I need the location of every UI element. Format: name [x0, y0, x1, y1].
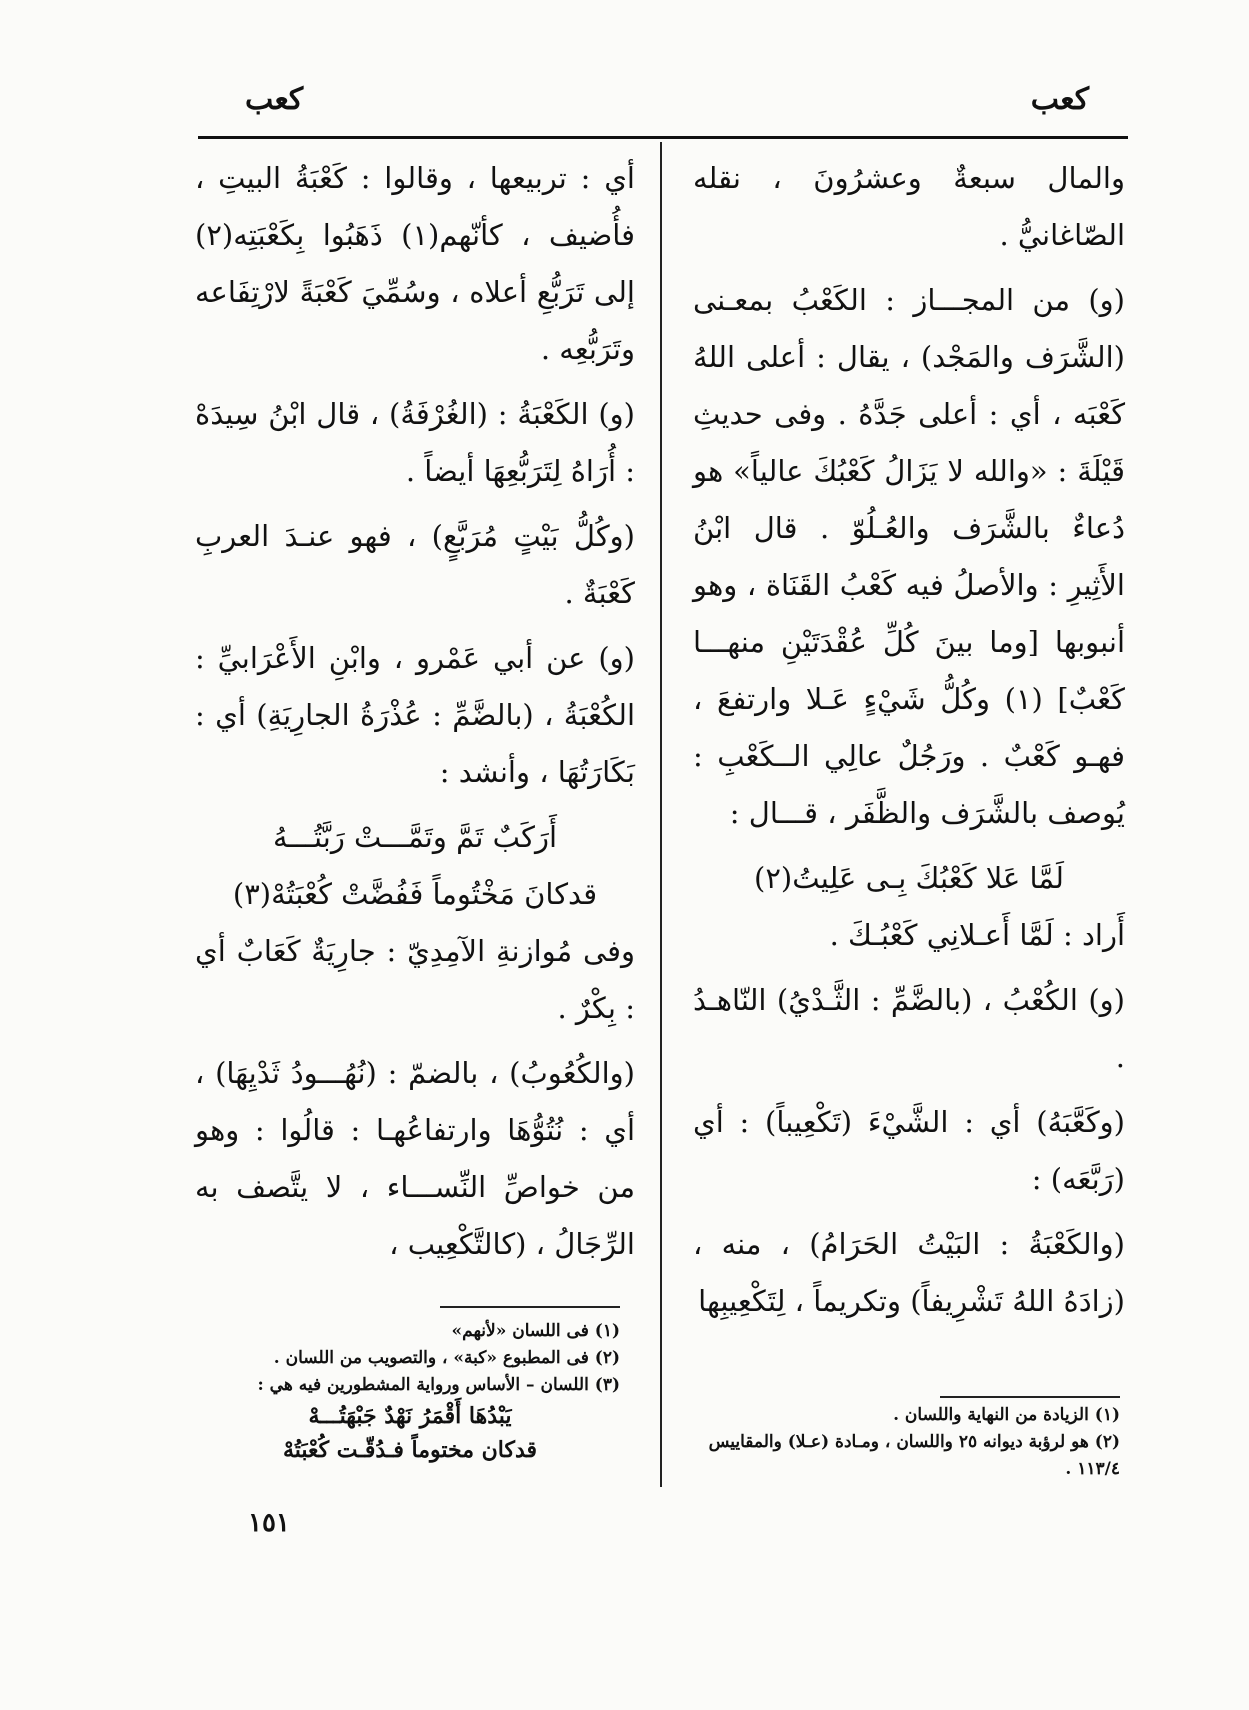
paragraph: أَراد : لَمَّا أَعـلانِي كَعْبُـكَ . — [829, 918, 1125, 952]
footnote-rule-left — [440, 1306, 620, 1308]
left-column — [195, 150, 635, 1281]
paragraph: (والكَعْبَةُ : البَيْتُ الحَرَامُ) ، منه ، (زادَهُ اللهُ تَشْرِيفاً) وتكريماً ، لِتَكْعِيبِها — [693, 1227, 1125, 1318]
paragraph: والمال سبعةٌ وعشرُونَ ، نقله الصّاغانيُّ . — [693, 161, 1125, 252]
footnote: (٢) هو لرؤبة ديوانه ٢٥ واللسان ، ومـادة (عـلا) والمقاييس ١١٣/٤ . — [708, 1432, 1120, 1479]
footnote-verse: يَبْدُهَا أَقْمَرُ نَهْدٌ جَبْهَتُـــهْ — [308, 1403, 512, 1429]
paragraph: أي : تربيعها ، وقالوا : كَعْبَةُ البيتِ ، فأُضيف ، كأنّهم(١) ذَهَبُوا بِكَعْبَتِه(٢) إلى تَرَبُّعِ أعلاه ، وسُمِّيَ كَعْبَةً لارْتِفَاعه وتَرَبُّعِه . — [195, 161, 635, 366]
footnote: (١) فى اللسان «لأنهم» — [451, 1321, 620, 1341]
top-rule — [198, 136, 1128, 139]
page-number: ١٥١ — [248, 1508, 290, 1538]
verse-line: أَرَكَبٌ تَمَّ وتَمَّـــتْ رَبَّتُـــهُ — [272, 820, 558, 854]
verse-line: لَمَّا عَلا كَعْبُكَ بِـى عَلِيتُ(٢) — [754, 861, 1064, 895]
paragraph: (و) من المجـــاز : الكَعْبُ بمعـنى (الشَّرَف والمَجْد) ، يقال : أعلى اللهُ كَعْبَه ، أي : أعلى جَدَّهُ . وفى حديثِ قَيْلَةَ : «والله لا يَزَالُ كَعْبُكَ عالياً» هو دُعاءٌ بالشَّرَف والعُـلُوّ . قال ابْنُ الأَثِيرِ : والأصلُ فيه كَعْبُ القَنَاة ، وهو أنبوبها [وما بينَ كُلِّ عُقْدَتَيْنِ منهـــا كَعْبٌ] (١) وكُلُّ شَيْءٍ عَـلا وارتفعَ ، فهـو كَعْبٌ . ورَجُلٌ عالِي الــكَعْبِ : يُوصف بالشَّرَف والظَّفَر ، قـــال : — [693, 283, 1125, 830]
paragraph: (و) الكَعْبَةُ : (الغُرْفَةُ) ، قال ابْنُ سِيدَهْ : أُرَاهُ لِتَرَبُّعِهَا أيضاً . — [195, 397, 635, 488]
paragraph: (و) الكُعْبُ ، (بالضَّمِّ : الثَّـدْيُ) النّاهـدُ . — [693, 983, 1125, 1074]
footnote-rule-right — [940, 1396, 1120, 1398]
right-column — [693, 150, 1125, 1338]
paragraph: (والكُعُوبُ) ، بالضمّ : (نُهُـــودُ ثَدْيِهَا) ، أي : نُتُوُّهَا وارتفاعُهـا : قالُوا : وهو من خواصِّ النِّســـاء ، لا يتَّصف به الرِّجَالُ ، (كالتَّكْعِيب ، — [195, 1056, 635, 1261]
paragraph: (وكَعَّبَهُ) أي : الشَّيْءَ (تَكْعِيباً) : أي (رَبَّعَه) : — [693, 1105, 1125, 1196]
verse-line: قدكانَ مَخْتُوماً فَفُضَّتْ كُعْبَتُهْ(٣) — [232, 877, 598, 911]
paragraph: (وكُلُّ بَيْتٍ مُرَبَّعٍ) ، فهو عنـدَ العربِ كَعْبَةٌ . — [195, 519, 635, 610]
paragraph: وفى مُوازنةِ الآمِدِيّ : جارِيَةٌ كَعَابٌ أي : بِكْرٌ . — [195, 934, 635, 1025]
column-divider — [660, 142, 662, 1487]
footnote: (١) الزيادة من النهاية واللسان . — [893, 1405, 1120, 1425]
footnote: (٢) فى المطبوع «كبة» ، والتصويب من اللسان . — [273, 1348, 620, 1368]
footnote-verse: قدكان مختوماً فـدُقّـت كُعْبَتُهْ — [282, 1437, 538, 1463]
paragraph: (و) عن أبي عَمْرو ، وابْنِ الأَعْرَابيِّ : الكُعْبَةُ ، (بالضَّمِّ : عُذْرَةُ الجارِيَةِ) أي : بَكَارَتُهَا ، وأنشد : — [195, 641, 635, 789]
footnotes-right — [700, 1402, 1120, 1483]
footnotes-left — [200, 1318, 620, 1467]
header-right: كعب — [1030, 82, 1089, 117]
header-left: كعب — [245, 82, 304, 117]
footnote: (٣) اللسان – الأساس ورواية المشطورين فيه هي : — [257, 1375, 620, 1395]
